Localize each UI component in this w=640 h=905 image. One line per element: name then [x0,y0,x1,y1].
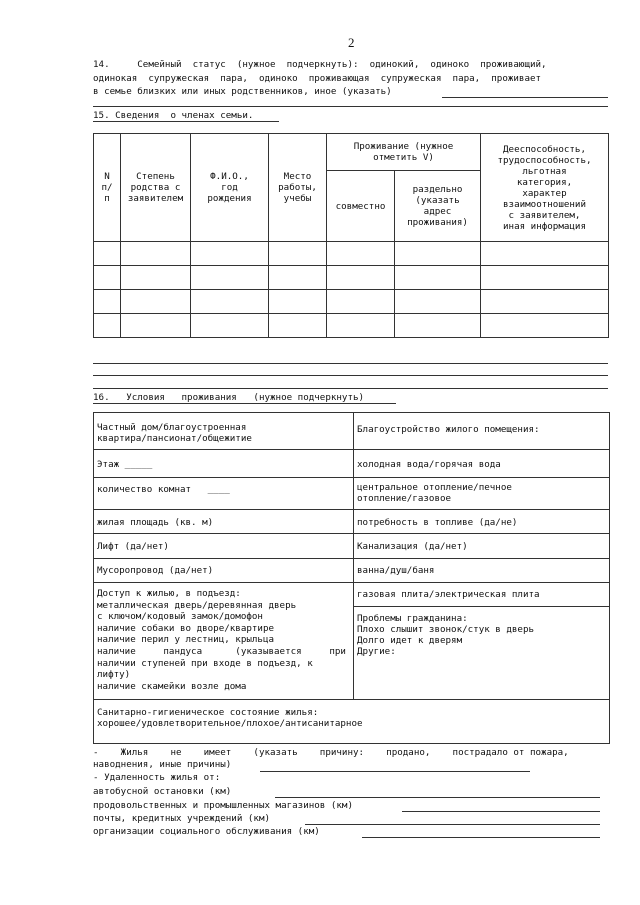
page-number: 2 [348,35,355,50]
distance-label: - Удаленность жилья от: [93,772,221,783]
cond-stove[interactable]: газовая плита/электрическая плита [357,589,540,600]
cond-rooms[interactable]: количество комнат ____ [97,484,230,495]
shops-label: продовольственных и промышленных магазинов (км) [93,800,353,811]
cond-heating[interactable]: центральное отопление/печное отопление/газовое [357,482,512,504]
section16-title-underline [93,403,396,404]
notes-line-2[interactable] [93,375,608,376]
section14-line3: в семье близких или иных родственников, иное (указать) [93,86,392,97]
table-row[interactable] [94,314,609,338]
notes-line-1[interactable] [93,363,608,364]
header-together: совместно [327,171,395,242]
table-row[interactable] [94,266,609,290]
cond-floor[interactable]: Этаж _____ [97,459,153,470]
cond-fuel[interactable]: потребность в топливе (да/не) [357,517,518,528]
header-relation: Степень родства с заявителем [121,134,191,242]
header-capacity: Дееспособность, трудоспособность, льготная категория, характер взаимоотношений с заявителем, иная информация [481,134,609,242]
table-row[interactable] [94,290,609,314]
notes-line-3[interactable] [93,388,608,389]
section14-line2: одинокая супружеская пара, одиноко проживающая супружеская пара, проживает [93,73,542,84]
section16-title: 16. Условия проживания (нужное подчеркнуть) [93,392,365,403]
family-members-table [93,133,609,338]
cond-bath[interactable]: ванна/душ/баня [357,565,435,576]
social-fill-line[interactable] [362,837,600,838]
cond-problems[interactable]: Проблемы гражданина: Плохо слышит звонок/стук в дверь Долго идет к дверям Другие: [357,613,535,657]
header-living: Проживание (нужное отметить V) [327,134,481,171]
bus-fill-line[interactable] [275,797,600,798]
cond-access[interactable]: Доступ к жилью, в подъезд: металлическая дверь/деревянная дверь с ключом/кодовый замок/домофон наличие собаки во дворе/квартире наличие перил у лестниц, крыльца наличие пандуса (указывается при наличии ступеней при входе в подъезд, к лифту) наличие скамейки возле дома [97,588,346,692]
no-housing-line1: - Жилья не имеет (указать причину: продано, пострадало от пожара, [93,747,569,758]
cond-lift[interactable]: Лифт (да/нет) [97,541,169,552]
cond-garbage[interactable]: Мусоропровод (да/нет) [97,565,214,576]
no-housing-line2: наводнения, иные причины) [93,759,232,770]
header-work: Место работы, учебы [269,134,327,242]
cond-sanitary[interactable]: Санитарно-гигиеническое состояние жилья: хорошее/удовлетворительное/плохое/антисанитарное [97,707,363,729]
table-row[interactable] [94,242,609,266]
header-separately: раздельно (указать адрес проживания) [395,171,481,242]
header-num: N п/ п [94,134,121,242]
cond-improvement: Благоустройство жилого помещения: [357,424,540,435]
cond-water[interactable]: холодная вода/горячая вода [357,459,501,470]
section14-line1: 14. Семейный статус (нужное подчеркнуть): одинокий, одиноко проживающий, [93,59,547,70]
section15-title: 15. Сведения о членах семьи. [93,110,254,121]
header-fio: Ф.И.О., год рождения [191,134,269,242]
cond-area[interactable]: жилая площадь (кв. м) [97,517,214,528]
bus-label: автобусной остановки (км) [93,786,232,797]
shops-fill-line[interactable] [402,811,600,812]
cond-sewer[interactable]: Канализация (да/нет) [357,541,468,552]
section14-fill-line[interactable] [442,97,608,98]
no-housing-fill-line[interactable] [260,771,530,772]
cond-house[interactable]: Частный дом/благоустроенная квартира/пансионат/общежитие [97,422,252,444]
section15-title-underline [93,121,279,122]
post-fill-line[interactable] [305,824,600,825]
living-conditions-table [93,412,610,744]
section14-extra-line[interactable] [93,106,608,107]
social-label: организации социального обслуживания (км) [93,826,320,837]
post-label: почты, кредитных учреждений (км) [93,813,271,824]
